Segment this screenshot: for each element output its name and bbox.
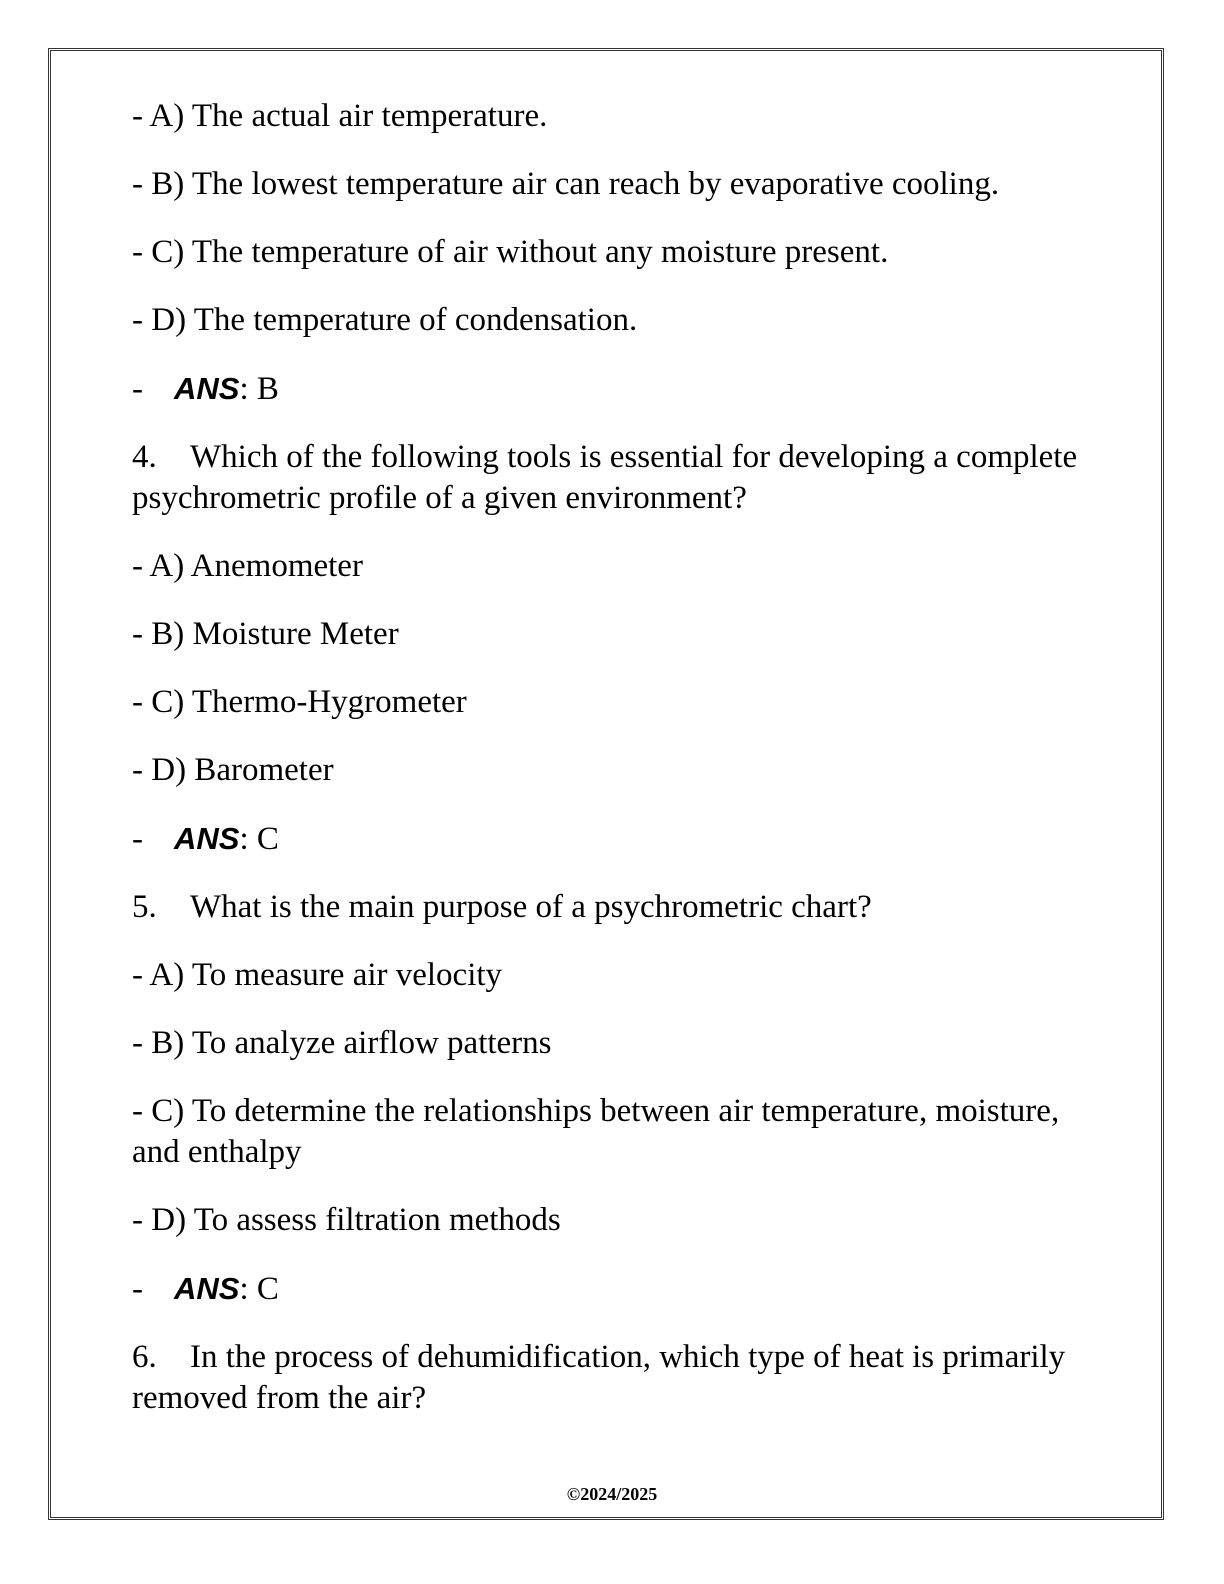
question-text: What is the main purpose of a psychrometric chart? [190,889,872,925]
question-number: 5. [132,889,157,925]
q3-option-d: - D) The temperature of condensation. [132,302,638,338]
copyright-footer: ©2024/2025 [566,1484,658,1504]
q4-option-b: - B) Moisture Meter [132,616,399,652]
question-text: Which of the following tools is essential for developing a complete psychrometric profile of a given environment? [132,439,1078,516]
answer-dash: - [132,1271,143,1307]
answer-value: : C [239,1271,279,1307]
q4-option-a: - A) Anemometer [132,548,363,584]
question-text: In the process of dehumidification, which type of heat is primarily removed from the air? [132,1339,1066,1416]
question-number: 6. [132,1339,157,1375]
answer-label: ANS [174,371,240,406]
q5-answer [132,1268,1092,1310]
answer-label: ANS [174,821,240,856]
question-number: 4. [132,439,157,475]
q4-option-d: - D) Barometer [132,752,334,788]
q5-option-a: - A) To measure air velocity [132,957,503,993]
q3-option-a: - A) The actual air temperature. [132,98,548,134]
q5-option-d: - D) To assess filtration methods [132,1202,561,1238]
q3-answer [132,368,1092,410]
q4-answer [132,818,1092,860]
document-body [132,96,1092,1446]
q3-option-c: - C) The temperature of air without any moisture present. [132,234,889,270]
answer-value: : B [239,371,279,407]
answer-dash: - [132,821,143,857]
q4-option-c: - C) Thermo-Hygrometer [132,684,467,720]
q5-option-c: - C) To determine the relationships between air temperature, moisture, and enthalpy [132,1093,1060,1170]
q3-option-b: - B) The lowest temperature air can reach by evaporative cooling. [132,166,1000,202]
q5-option-b: - B) To analyze airflow patterns [132,1025,552,1061]
answer-dash: - [132,371,143,407]
q6-question [132,1337,1092,1419]
q5-question [132,887,1092,928]
q4-question [132,437,1092,519]
answer-label: ANS [174,1271,240,1306]
answer-value: : C [239,821,279,857]
